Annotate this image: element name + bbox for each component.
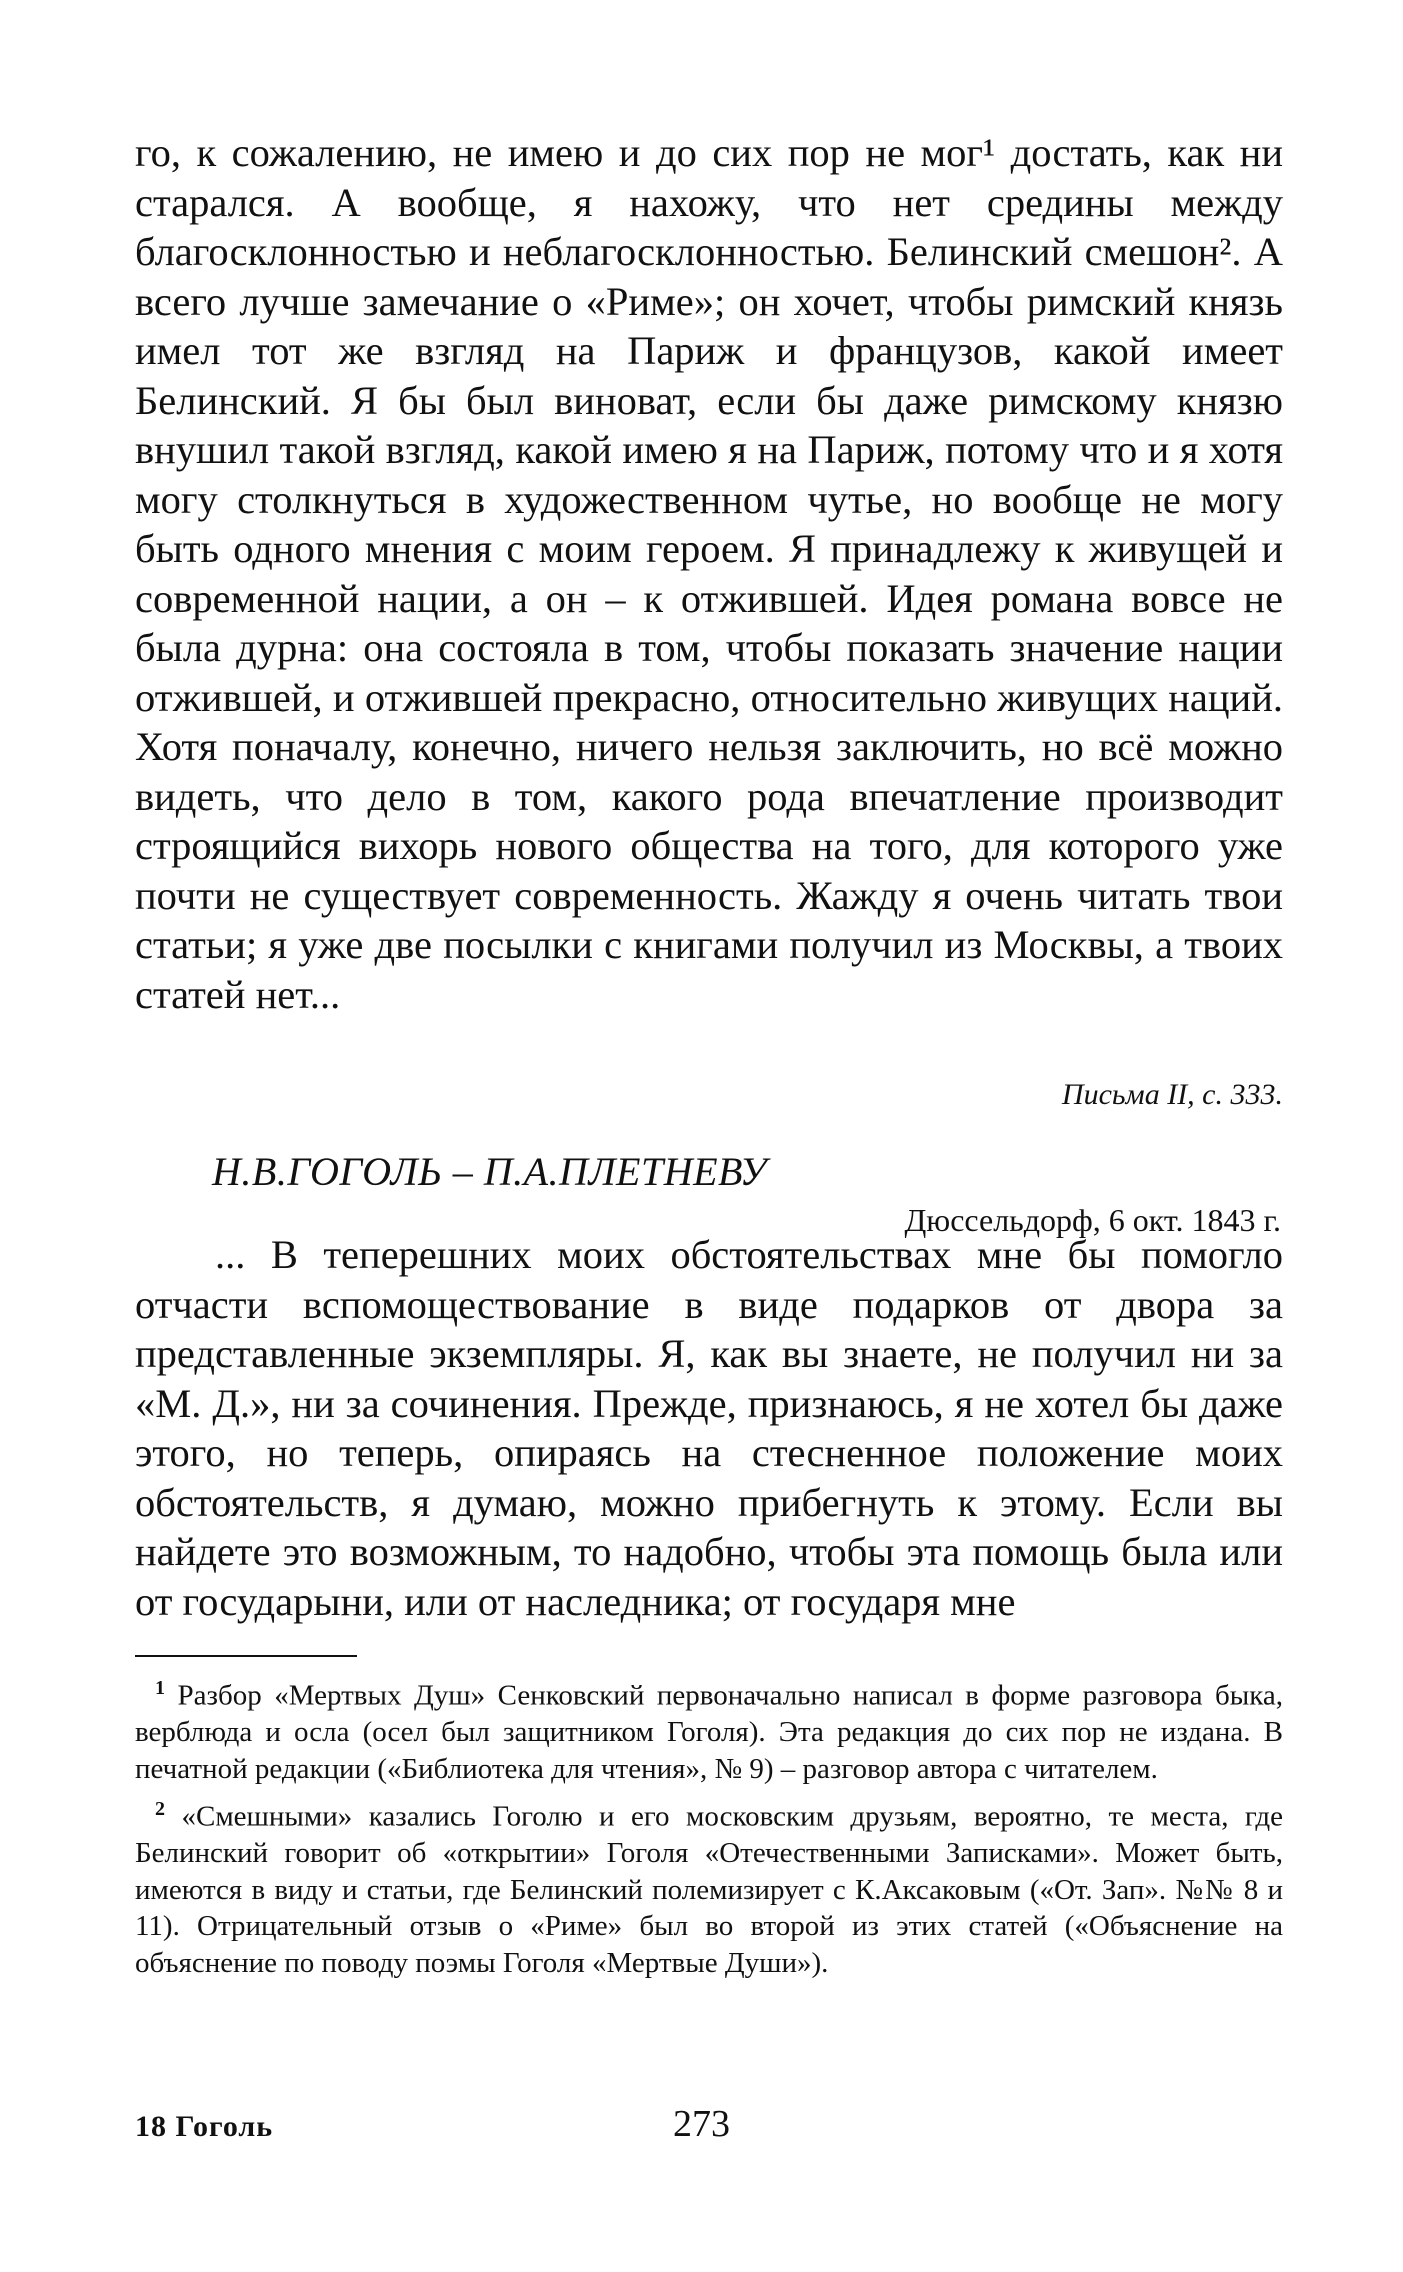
page-footer: [0, 2103, 1403, 2160]
footnote-1: [135, 1670, 1283, 1787]
letter-dateline: Дюссельдорф, 6 окт. 1843 г.: [904, 1202, 1281, 1238]
letter-heading: Н.В.ГОГОЛЬ – П.А.ПЛЕТНЕВУ: [212, 1149, 767, 1194]
signature-mark: 18 Гоголь: [135, 2110, 274, 2143]
letter-paragraph: ... В теперешних моих обстоятельствах мне бы помогло отчасти вспомоществование в виде подарков от двора за представленные экземпляры. Я, как вы знаете, не получил ни за «М. Д.», ни за сочинения. Прежде, признаюсь, я не хотел бы даже этого, но теперь, опираясь на стесненное положение моих обстоятельств, я думаю, можно прибегнуть к этому. Если вы найдете это возможным, то надобно, чтобы эта помощь была или от государыни, или от наследника; от государя мне: [135, 1232, 1283, 1624]
footnote-2: [135, 1791, 1283, 1981]
footnote-text: «Смешными» казались Гоголю и его московским друзьям, вероятно, те места, где Белинский говорит об «открытии» Гоголя «Отечественными Записками». Может быть, имеются в виду и статьи, где Белинский полемизирует с К.Аксаковым («От. Зап». №№ 8 и 11). Отрицательный отзыв о «Риме» был во второй из этих статей («Объяснение на объяснение по поводу поэмы Гоголя «Мертвые Души»).: [135, 1800, 1284, 1979]
footnote-marker: 2: [155, 1798, 165, 1821]
footnote-text: Разбор «Мертвых Душ» Сенковский первоначально написал в форме разговора быка, верблюда и осла (осел был защитником Гоголя). Эта редакция до сих пор не издана. В печатной редакции («Библиотека для чтения», № 9) – разговор автора с читателем.: [135, 1679, 1283, 1785]
page-number: 273: [673, 2103, 730, 2145]
footnote-marker: 1: [155, 1677, 165, 1699]
footnote-separator: [135, 1655, 357, 1657]
main-text-block: [135, 128, 1283, 1019]
main-paragraph: го, к сожалению, не имею и до сих пор не мог¹ достать, как ни старался. А вообще, я нахожу, что нет средины между благосклонностью и неблагосклонностью. Белинский смешон². А всего лучше замечание о «Риме»; он хочет, чтобы римский князь имел тот же взгляд на Париж и французов, какой имеет Белинский. Я бы был виноват, если бы даже римскому князю внушил такой взгляд, какой имею я на Париж, потому что и я хотя могу столкнуться в художественном чутье, но вообще не могу быть одного мнения с моим героем. Я принадлежу к живущей и современной нации, а он – к отжившей. Идея романа вовсе не была дурна: она состояла в том, чтобы показать значение нации отжившей, и отжившей прекрасно, относительно живущих наций. Хотя поначалу, конечно, ничего нельзя заключить, но всё можно видеть, что дело в том, какого рода впечатление производит строящийся вихорь нового общества на того, для которого уже почти не существует современность. Жажду я очень читать твои статьи; я уже две посылки с книгами получил из Москвы, а твоих статей нет...: [135, 130, 1283, 1017]
footnotes: [135, 1670, 1283, 1985]
source-reference: Письма II, с. 333.: [1061, 1078, 1283, 1111]
letter-text-block: [135, 1230, 1283, 1626]
